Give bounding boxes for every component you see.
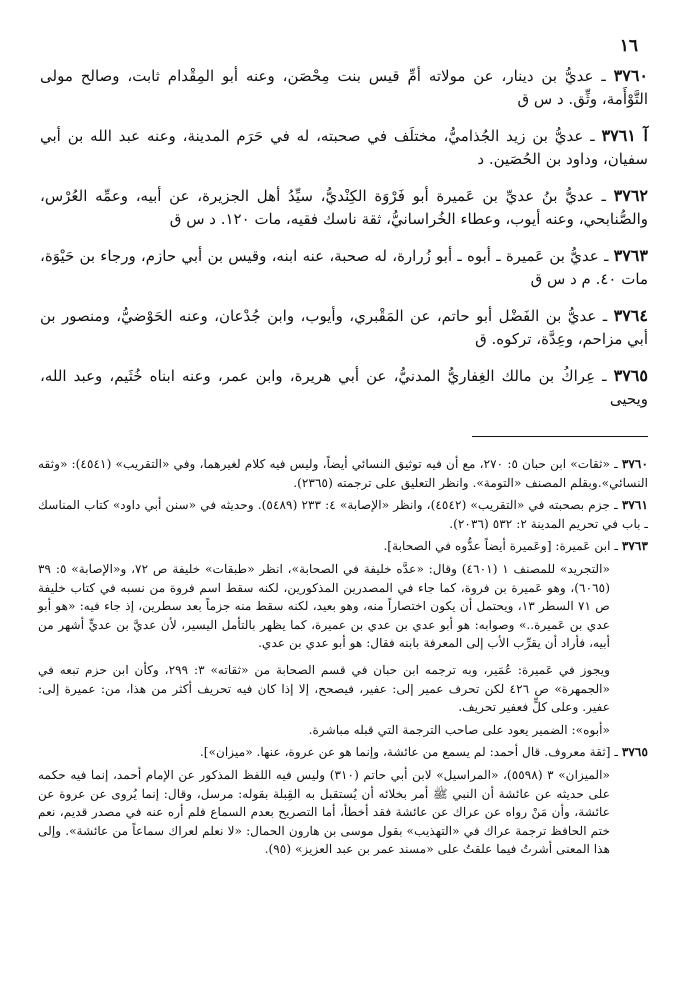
page-number: ١٦	[619, 36, 638, 56]
footnote-3763: ٣٧٦٣ ـ ابن عَميرة: [وعَميرة أيضاً عدُّوه في الصحابة].	[383, 539, 648, 554]
entry-number: آ ٣٧٦١	[601, 126, 648, 145]
footnote-number: ٣٧٦٠	[621, 457, 649, 471]
entry-number: ٣٧٦٠	[613, 66, 648, 85]
entry-text: عديُّ بنُ عديِّ بن عَميرة أبو فَرْوَة الكِنْديُّ، سيِّدُ أهل الجزيرة، عن أبيه، وعمِّه العُرْس، والصُّنابحي، وعنه أيوب، وعطاء الخُراسانيُّ، ثقة ناسك فقيه، مات ١٢٠. د س ق	[40, 187, 648, 228]
entry-text: عديُّ بن الفَضْل أبو حاتم، عن المَقْبري، وأيوب، وابن جُدْعان، وعنه الحَوْضيُّ، ومنصور بن أبي مزاحم، وعِدَّة، تركوه. ق	[40, 307, 648, 348]
footnote-text: «التجريد» للمصنف ١ (٤٦٠١) وقال: «عدَّه خليفة في الصحابة»، انظر «طبقات» خليفة ص ٧٢، و«الإصابة» ٥: ٣٩ (٦٠٦٥)، وهو عَميرة بن فروة، كما جاء في المصدرين المذكورين، لكنه سقط اسم فروة من نسبه في كتاب خليفة ص ٧١ السطر ١٣، ويحتمل أن يكون اختصاراً منه، وهو بعيد، لكنه سقط منه جزماً بعد سطرين، إذ جاء فيه: «هو أبو عدي بن عَميرة..» وصوابه: هو أبو عدي بن عدي بن عميرة، كما يظهر بالتأمل اليسير، لأن عديَّ بن عديٍّ أشهر من أبيه، فأراد أن يقرِّب الأب إلى المعرفة بابنه فقال: هو أبو عدي بن عدي.	[38, 561, 610, 651]
main-entries	[40, 64, 648, 424]
footnote-number: ٣٧٦١	[621, 498, 648, 513]
entry-number: ٣٧٦٥	[613, 366, 648, 385]
entry-3761: آ ٣٧٦١ ـ عديُّ بن زيد الجُذاميُّ، مختلَف في صحبته، له في حَرَم المدينة، وعنه عبد الله بن أبي سفيان، وداود بن الحُصَين. د	[40, 126, 648, 168]
footnote-text: «ثقات» ابن حبان ٥: ٢٧٠، مع أن فيه توثيق النسائي أيضاً، وليس فيه كلام لغيرهما، وفي «التقريب» (٤٥٤١): «وثقه النسائي».وبقلم المصنف «التومة». وانظر التعليق على ترجمته (٢٣٦٥).	[38, 457, 648, 490]
entry-3764: ٣٧٦٤ ـ عديُّ بن الفَضْل أبو حاتم، عن المَقْبري، وأيوب، وابن جُدْعان، وعنه الحَوْضيُّ، ومنصور بن أبي مزاحم، وعِدَّة، تركوه. ق	[40, 306, 648, 348]
entry-text: عديُّ بن دينار، عن مولاته أمِّ قيس بنت مِحْصَن، وعنه أبو المِقْدام ثابت، وصالح مولى التَّوْأَمة، وثِّق. د س ق	[40, 67, 648, 108]
entry-3763: ٣٧٦٣ ـ عديُّ بن عَميرة ـ أبوه ـ أبو زُرارة، له صحبة، عنه ابنه، وقيس بن أبي حازم، ورجاء بن حَيْوَة، مات ٤٠. م د س ق	[40, 246, 648, 288]
entry-text: عديُّ بن عَميرة ـ أبوه ـ أبو زُرارة، له صحبة، عنه ابنه، وقيس بن أبي حازم، ورجاء بن حَيْوَة، مات ٤٠. م د س ق	[40, 247, 648, 288]
entry-3762: ٣٧٦٢ ـ عديُّ بنُ عديِّ بن عَميرة أبو فَرْوَة الكِنْديُّ، سيِّدُ أهل الجزيرة، عن أبيه، وعمِّه العُرْس، والصُّنابحي، وعنه أيوب، وعطاء الخُراسانيُّ، ثقة ناسك فقيه، مات ١٢٠. د س ق	[40, 186, 648, 228]
footnote-3760: ٣٧٦٠ ـ «ثقات» ابن حبان ٥: ٢٧٠، مع أن فيه توثيق النسائي أيضاً، وليس فيه كلام لغيرهما، وفي «التقريب» (٤٥٤١): «وثقه النسائي».وبقلم المصنف «التومة». وانظر التعليق على ترجمته (٢٣٦٥).	[38, 457, 649, 490]
footnote-text: ابن عَميرة: [وعَميرة أيضاً عدُّوه في الصحابة].	[383, 539, 611, 554]
footnote-paragraph	[38, 721, 648, 740]
entry-number: ٣٧٦٣	[613, 246, 648, 265]
footnote-3761: ٣٧٦١ ـ جزم بصحبته في «التقريب» (٤٥٤٢)، وانظر «الإصابة» ٤: ٢٣٣ (٥٤٨٩). وحديثه في «سنن أبي داود» كتاب المناسك ـ باب في تحريم المدينة ٢: ٥٣٢ (٢٠٣٦).	[38, 498, 648, 531]
footnote-text: [ثقة معروف. قال أحمد: لم يسمع من عائشة، وإنما هو عن عروة، عنها. «ميزان»].	[199, 745, 611, 760]
footnote-paragraph	[38, 661, 648, 717]
footnote-text: «الميزان» ٣ (٥٥٩٨)، «المراسيل» لابن أبي حاتم (٣١٠) وليس فيه اللفظ المذكور عن الإمام أحمد، إنما فيه حكمه على حديثه عن عائشة أن النبي ﷺ أمر بخلائه أن يُستقبل به القِبلة بقوله: مرسل، وقال: إنما يُروى عن عروة عن عائشة، وأن مَنْ رواه عن عراك عن عائشة فقد أخطأ، أما التصريح بعدم السماع فلم أره عنه في مصدر قديم، نعم ختم الحافظ ترجمة عراك في «التهذيب» بقول موسى بن هارون الحمال: «لا نعلم لعراك سماعاً من عائشة». وإلى هذا المعنى أشرتُ فيما علقتُ على «مسند عمر بن عبد العزيز» (٩٥).	[38, 767, 610, 857]
footnotes	[38, 455, 648, 863]
footnote-divider	[472, 436, 648, 437]
footnote-text: جزم بصحبته في «التقريب» (٤٥٤٢)، وانظر «الإصابة» ٤: ٢٣٣ (٥٤٨٩). وحديثه في «سنن أبي داود» كتاب المناسك ـ باب في تحريم المدينة ٢: ٥٣٢ (٢٠٣٦).	[38, 498, 648, 531]
entry-text: عِراكُ بن مالك الغِفاريُّ المدنيُّ، عن أبي هريرة، وابن عمر، وعنه ابناه خُثَيم، وعبد الله، ويحيى	[40, 367, 648, 408]
entry-number: ٣٧٦٢	[613, 186, 648, 205]
entry-number: ٣٧٦٤	[613, 306, 648, 325]
footnote-number: ٣٧٦٣	[621, 539, 648, 554]
footnote-number: ٣٧٦٥	[621, 745, 648, 760]
footnote-paragraph	[38, 560, 648, 653]
footnote-3765: ٣٧٦٥ ـ [ثقة معروف. قال أحمد: لم يسمع من عائشة، وإنما هو عن عروة، عنها. «ميزان»].	[199, 745, 648, 760]
entry-3760: ٣٧٦٠ ـ عديُّ بن دينار، عن مولاته أمِّ قيس بنت مِحْصَن، وعنه أبو المِقْدام ثابت، وصالح مولى التَّوْأَمة، وثِّق. د س ق	[40, 66, 648, 108]
entry-3765: ٣٧٦٥ ـ عِراكُ بن مالك الغِفاريُّ المدنيُّ، عن أبي هريرة، وابن عمر، وعنه ابناه خُثَيم، وعبد الله، ويحيى	[40, 366, 648, 408]
footnote-paragraph	[38, 766, 648, 859]
entry-text: عديُّ بن زيد الجُذاميُّ، مختلَف في صحبته، له في حَرَم المدينة، وعنه عبد الله بن أبي سفيان، وداود بن الحُصَين. د	[40, 127, 648, 168]
footnote-text: «أبوه»: الضمير يعود على صاحب الترجمة التي قبله مباشرة.	[308, 722, 610, 737]
footnote-text: ويجوز في عَميرة: عُمَير، وبه ترجمه ابن حبان في قسم الصحابة من «ثقاته» ٣: ٢٩٩، وكأن ابن حزم تبعه في «الجمهرة» ص ٤٢٦ لكن تحرف عمير إلى: عفير، فيصحح، إلا إذا كان فيه تحريف أكثر من هذا، من: عميرة إلى: عفير. وعلى كلٍّ فعفير تحريف.	[38, 662, 611, 715]
